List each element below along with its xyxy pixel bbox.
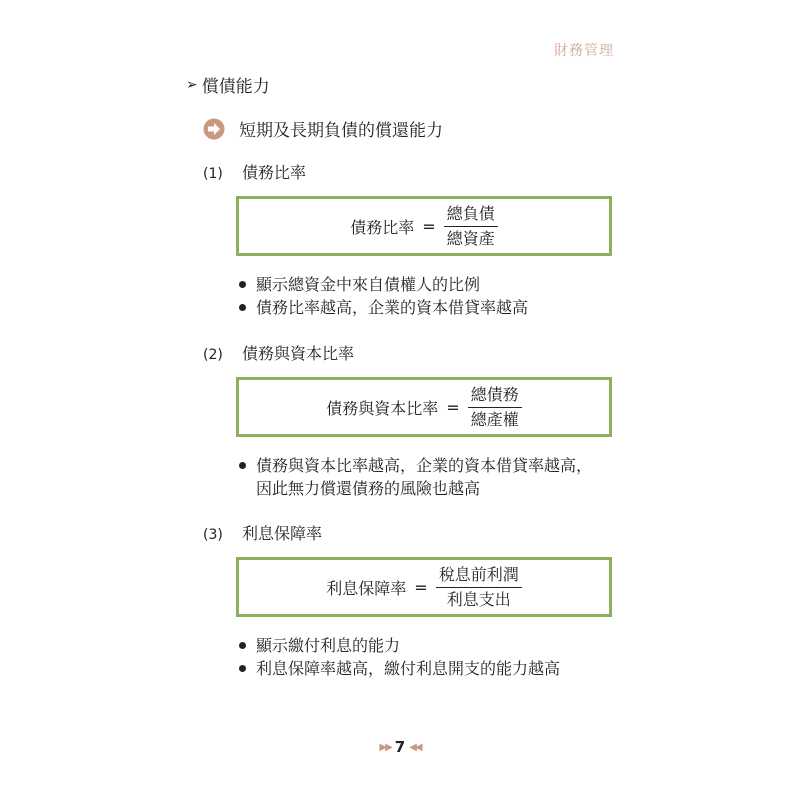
bullet-dot-icon: [239, 304, 246, 311]
double-left-arrow-icon: ◀◀: [409, 741, 421, 753]
formula-numerator: 總負債: [444, 204, 498, 227]
formula-denominator: 利息支出: [446, 589, 511, 609]
list-item: [236, 477, 592, 500]
formula-lhs: 利息保障率: [326, 578, 407, 598]
formula-lhs: 債務比率: [350, 217, 415, 237]
subsection-title: [203, 116, 443, 141]
bullet-dot-icon: [239, 665, 246, 672]
item-heading-2: [203, 341, 354, 364]
bullet-text: 債務比率越高，企業的資本借貸率越高: [256, 298, 529, 317]
formula-equals: =: [422, 216, 436, 236]
formula-box-1: [236, 196, 612, 256]
item-heading-1: [203, 160, 306, 183]
item-number: (1): [203, 166, 223, 182]
page-footer: [0, 738, 800, 756]
item-title: 利息保障率: [241, 524, 322, 543]
page-number: 7: [394, 738, 406, 756]
bullet-list-1: [236, 273, 528, 319]
formula-fraction: [436, 565, 522, 610]
section-title-text: 償債能力: [201, 77, 270, 97]
formula-fraction: [444, 204, 498, 249]
arrowhead-icon: ➢: [186, 76, 198, 93]
double-right-arrow-icon: ▶▶: [379, 741, 391, 753]
bullet-dot-icon: [239, 462, 246, 469]
item-title: 債務與資本比率: [241, 344, 354, 363]
bullet-text: 利息保障率越高，繳付利息開支的能力越高: [256, 659, 561, 678]
item-title: 債務比率: [241, 163, 306, 182]
formula-denominator: 總資產: [446, 228, 495, 248]
list-item: [236, 273, 528, 296]
item-number: (2): [203, 347, 223, 363]
item-heading-3: [203, 521, 322, 544]
bullet-list-2: [236, 454, 592, 500]
bullet-text: 因此無力償還債務的風險也越高: [256, 479, 481, 498]
bullet-text: 顯示總資金中來自債權人的比例: [256, 275, 481, 294]
list-item: [236, 657, 560, 680]
bullet-text: 顯示繳付利息的能力: [256, 636, 401, 655]
formula-numerator: 稅息前利潤: [436, 565, 522, 588]
header-label: 財務管理: [554, 43, 614, 59]
subsection-title-text: 短期及長期負債的償還能力: [239, 121, 443, 141]
formula-lhs: 債務與資本比率: [326, 398, 439, 418]
bullet-text: 債務與資本比率越高，企業的資本借貸率越高，: [256, 456, 593, 475]
bullet-dot-icon: [239, 642, 246, 649]
formula-denominator: 總產權: [470, 409, 519, 429]
circle-arrow-icon: [203, 118, 225, 140]
section-title: [186, 72, 270, 97]
list-item: [236, 296, 528, 319]
bullet-list-3: [236, 634, 560, 680]
list-item: [236, 634, 560, 657]
formula-equals: =: [414, 577, 428, 597]
formula-equals: =: [446, 397, 460, 417]
formula-box-2: [236, 377, 612, 437]
formula-box-3: [236, 557, 612, 617]
item-number: (3): [203, 527, 223, 543]
formula-fraction: [468, 385, 522, 430]
formula-numerator: 總債務: [468, 385, 522, 408]
bullet-dot-icon: [239, 281, 246, 288]
list-item: [236, 454, 592, 477]
